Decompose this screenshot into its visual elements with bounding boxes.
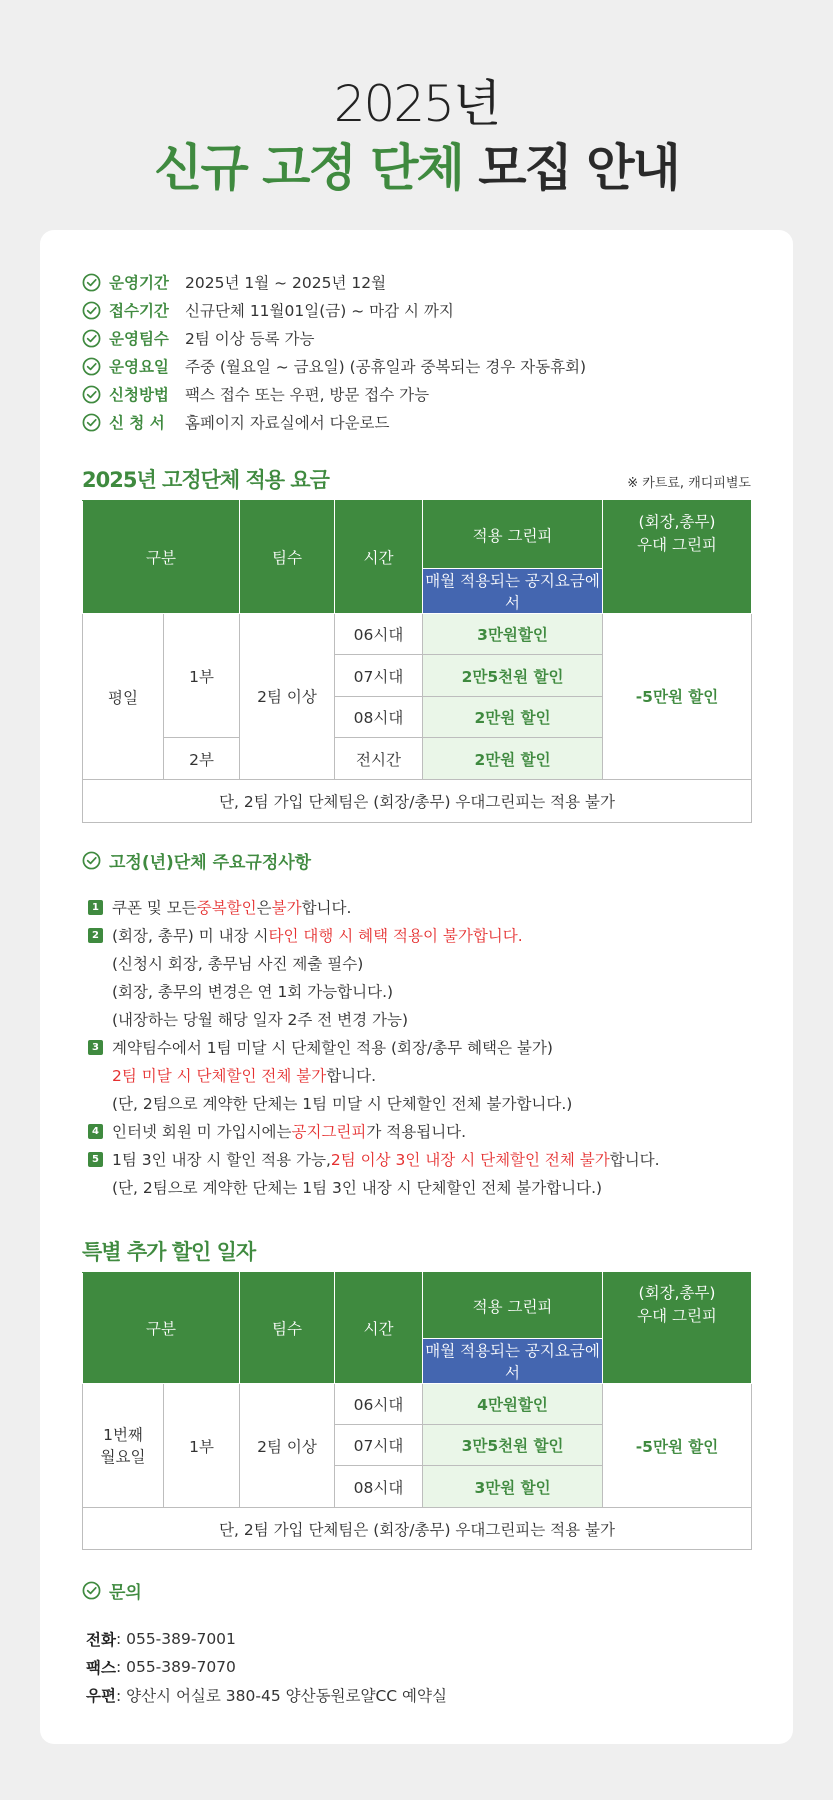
info-key: 운영팀수 <box>109 330 169 348</box>
contact-list <box>86 1625 447 1709</box>
rule-highlight: 2팀 미달 시 단체할인 전체 불가 <box>112 1067 327 1085</box>
contact-label: 우편 <box>86 1687 116 1705</box>
info-value: 신규단체 11월01일(금) ~ 마감 시 까지 <box>185 302 454 320</box>
cell-vip-discount: -5만원 할인 <box>603 614 752 780</box>
rule-subline: (단, 2팀으로 계약한 단체는 1팀 3인 내장 시 단체할인 전체 불가합니다.) <box>112 1179 603 1197</box>
info-key: 운영기간 <box>109 274 169 292</box>
contact-fax <box>86 1653 447 1681</box>
contact-heading <box>82 1578 447 1603</box>
rules-title: 고정(년)단체 주요규정사항 <box>109 853 312 873</box>
cell-day: 평일 <box>83 614 164 780</box>
fee-footnote: 단, 2팀 가입 단체팀은 (회장/총무) 우대그린피는 적용 불가 <box>83 780 752 823</box>
check-circle-icon <box>82 413 101 432</box>
rule-text: 1팀 3인 내장 시 할인 적용 가능, <box>112 1151 331 1169</box>
header-vip-line2: 우대 그린피 <box>637 536 717 554</box>
rule-subline: (내장하는 당월 해당 일자 2주 전 변경 가능) <box>112 1011 409 1029</box>
rule-subline: (회장, 총무의 변경은 연 1회 가능합니다.) <box>112 983 394 1001</box>
check-circle-icon <box>82 301 101 320</box>
header-vip-fee <box>603 1273 752 1384</box>
info-list <box>82 268 586 436</box>
info-value: 2팀 이상 등록 가능 <box>185 330 315 348</box>
main-title-green: 신규 고정 단체 <box>154 139 463 197</box>
rule-highlight: 2팀 이상 3인 내장 시 단체할인 전체 불가 <box>330 1151 610 1169</box>
header-sub-notice: 매월 적용되는 공지요금에서 <box>423 1339 603 1384</box>
cell-fee: 3만원할인 <box>423 614 603 655</box>
rule-text: 합니다. <box>609 1151 660 1169</box>
header-time: 시간 <box>335 501 423 614</box>
rule-item <box>88 1145 660 1173</box>
rule-list <box>88 893 660 1201</box>
cell-day-line1: 1번째 <box>103 1425 143 1444</box>
header-green-fee: 적용 그린피 <box>423 501 603 569</box>
header-vip-line1: (회장,총무) <box>638 1284 716 1302</box>
rule-subline: (신청시 회장, 총무님 사진 제출 필수) <box>112 955 364 973</box>
rule-item <box>88 1117 660 1145</box>
contact-phone <box>86 1625 447 1653</box>
cell-part: 1부 <box>164 1384 240 1508</box>
page-year-title: 2025년 <box>333 75 500 133</box>
info-row <box>82 352 586 380</box>
header-vip-fee <box>603 501 752 614</box>
header-category: 구분 <box>83 501 240 614</box>
info-row <box>82 324 586 352</box>
contact-label: 전화 <box>86 1631 116 1649</box>
contact-section <box>82 1578 447 1709</box>
check-circle-icon <box>82 357 101 376</box>
rule-highlight: 타인 대행 시 혜택 적용이 불가합니다. <box>268 927 523 945</box>
content-card <box>40 230 793 1744</box>
info-key: 접수기간 <box>109 302 169 320</box>
contact-label: 팩스 <box>86 1659 116 1677</box>
special-footnote: 단, 2팀 가입 단체팀은 (회장/총무) 우대그린피는 적용 불가 <box>83 1508 752 1550</box>
rule-item <box>88 893 660 921</box>
check-circle-icon <box>82 329 101 348</box>
rule-text: (회장, 총무) 미 내장 시 <box>112 927 269 945</box>
cell-time: 06시대 <box>335 614 423 655</box>
rule-number-badge: 5 <box>88 1152 103 1167</box>
check-circle-icon <box>82 385 101 404</box>
header-time: 시간 <box>335 1273 423 1384</box>
rule-subline <box>88 1061 660 1089</box>
cell-time: 07시대 <box>335 655 423 697</box>
cell-day <box>83 1384 164 1508</box>
special-section-title: 특별 추가 할인 일자 <box>82 1240 256 1264</box>
header-category: 구분 <box>83 1273 240 1384</box>
info-value: 2025년 1월 ~ 2025년 12월 <box>185 274 387 292</box>
main-title-dark: 모집 안내 <box>478 139 679 197</box>
info-key: 신 청 서 <box>109 414 165 432</box>
header-vip-line2: 우대 그린피 <box>637 1307 717 1325</box>
rule-text: 계약팀수에서 1팀 미달 시 단체할인 적용 (회장/총무 혜택은 불가) <box>112 1039 553 1057</box>
fee-note: ※ 카트료, 캐디피별도 <box>627 476 751 491</box>
cell-part: 2부 <box>164 738 240 780</box>
rule-number-badge: 3 <box>88 1040 103 1055</box>
cell-part: 1부 <box>164 614 240 738</box>
contact-value: : 양산시 어실로 380-45 양산동원로얄CC 예약실 <box>115 1687 447 1705</box>
cell-fee: 4만원할인 <box>423 1384 603 1425</box>
rule-highlight: 불가 <box>271 899 302 917</box>
check-circle-icon <box>82 273 101 292</box>
info-row <box>82 380 586 408</box>
header-vip-line1: (회장,총무) <box>638 513 716 531</box>
cell-time: 08시대 <box>335 697 423 738</box>
contact-title: 문의 <box>109 1583 142 1603</box>
cell-fee: 3만5천원 할인 <box>423 1425 603 1466</box>
rule-text: 인터넷 회원 미 가입시에는 <box>112 1123 292 1141</box>
rules-section <box>82 848 660 1201</box>
info-key: 운영요일 <box>109 358 169 376</box>
rule-subline: (단, 2팀으로 계약한 단체는 1팀 미달 시 단체할인 전체 불가합니다.) <box>112 1095 573 1113</box>
rule-highlight: 중복할인 <box>196 899 257 917</box>
rule-item <box>88 1033 660 1061</box>
cell-fee: 2만원 할인 <box>423 738 603 780</box>
cell-vip-discount: -5만원 할인 <box>603 1384 752 1508</box>
rule-text: 합니다. <box>326 1067 377 1085</box>
special-table <box>82 1272 752 1550</box>
rule-number-badge: 4 <box>88 1124 103 1139</box>
rule-text: 쿠폰 및 모든 <box>112 899 197 917</box>
info-row <box>82 268 586 296</box>
info-row <box>82 296 586 324</box>
info-row <box>82 408 586 436</box>
rule-item <box>88 921 660 949</box>
header-teams: 팀수 <box>240 1273 335 1384</box>
cell-fee: 2만원 할인 <box>423 697 603 738</box>
header-green-fee: 적용 그린피 <box>423 1273 603 1339</box>
cell-time: 06시대 <box>335 1384 423 1425</box>
rule-number-badge: 2 <box>88 928 103 943</box>
check-circle-icon <box>82 851 101 870</box>
rule-text: 합니다. <box>301 899 352 917</box>
rule-highlight: 공지그린피 <box>291 1123 367 1141</box>
cell-fee: 3만원 할인 <box>423 1466 603 1508</box>
cell-time: 08시대 <box>335 1466 423 1508</box>
cell-teams: 2팀 이상 <box>240 1384 335 1508</box>
check-circle-icon <box>82 1581 101 1600</box>
info-value: 홈페이지 자료실에서 다운로드 <box>185 414 390 432</box>
cell-fee: 2만5천원 할인 <box>423 655 603 697</box>
rule-text: 가 적용됩니다. <box>366 1123 467 1141</box>
fee-section-title: 2025년 고정단체 적용 요금 <box>82 468 329 492</box>
cell-time: 07시대 <box>335 1425 423 1466</box>
contact-value: : 055-389-7070 <box>115 1658 236 1676</box>
rules-heading <box>82 848 660 873</box>
info-value: 팩스 접수 또는 우편, 방문 접수 가능 <box>185 386 430 404</box>
info-value: 주중 (월요일 ~ 금요일) (공휴일과 중복되는 경우 자동휴회) <box>185 358 587 376</box>
contact-value: : 055-389-7001 <box>115 1630 236 1648</box>
cell-teams: 2팀 이상 <box>240 614 335 780</box>
header-teams: 팀수 <box>240 501 335 614</box>
cell-day-line2: 월요일 <box>100 1447 146 1466</box>
rule-number-badge: 1 <box>88 900 103 915</box>
rule-text: 은 <box>256 899 272 917</box>
fee-table <box>82 500 752 823</box>
info-key: 신청방법 <box>109 386 169 404</box>
page-main-title <box>0 128 833 200</box>
contact-mail <box>86 1681 447 1709</box>
header-sub-notice: 매월 적용되는 공지요금에서 <box>423 569 603 614</box>
cell-time: 전시간 <box>335 738 423 780</box>
